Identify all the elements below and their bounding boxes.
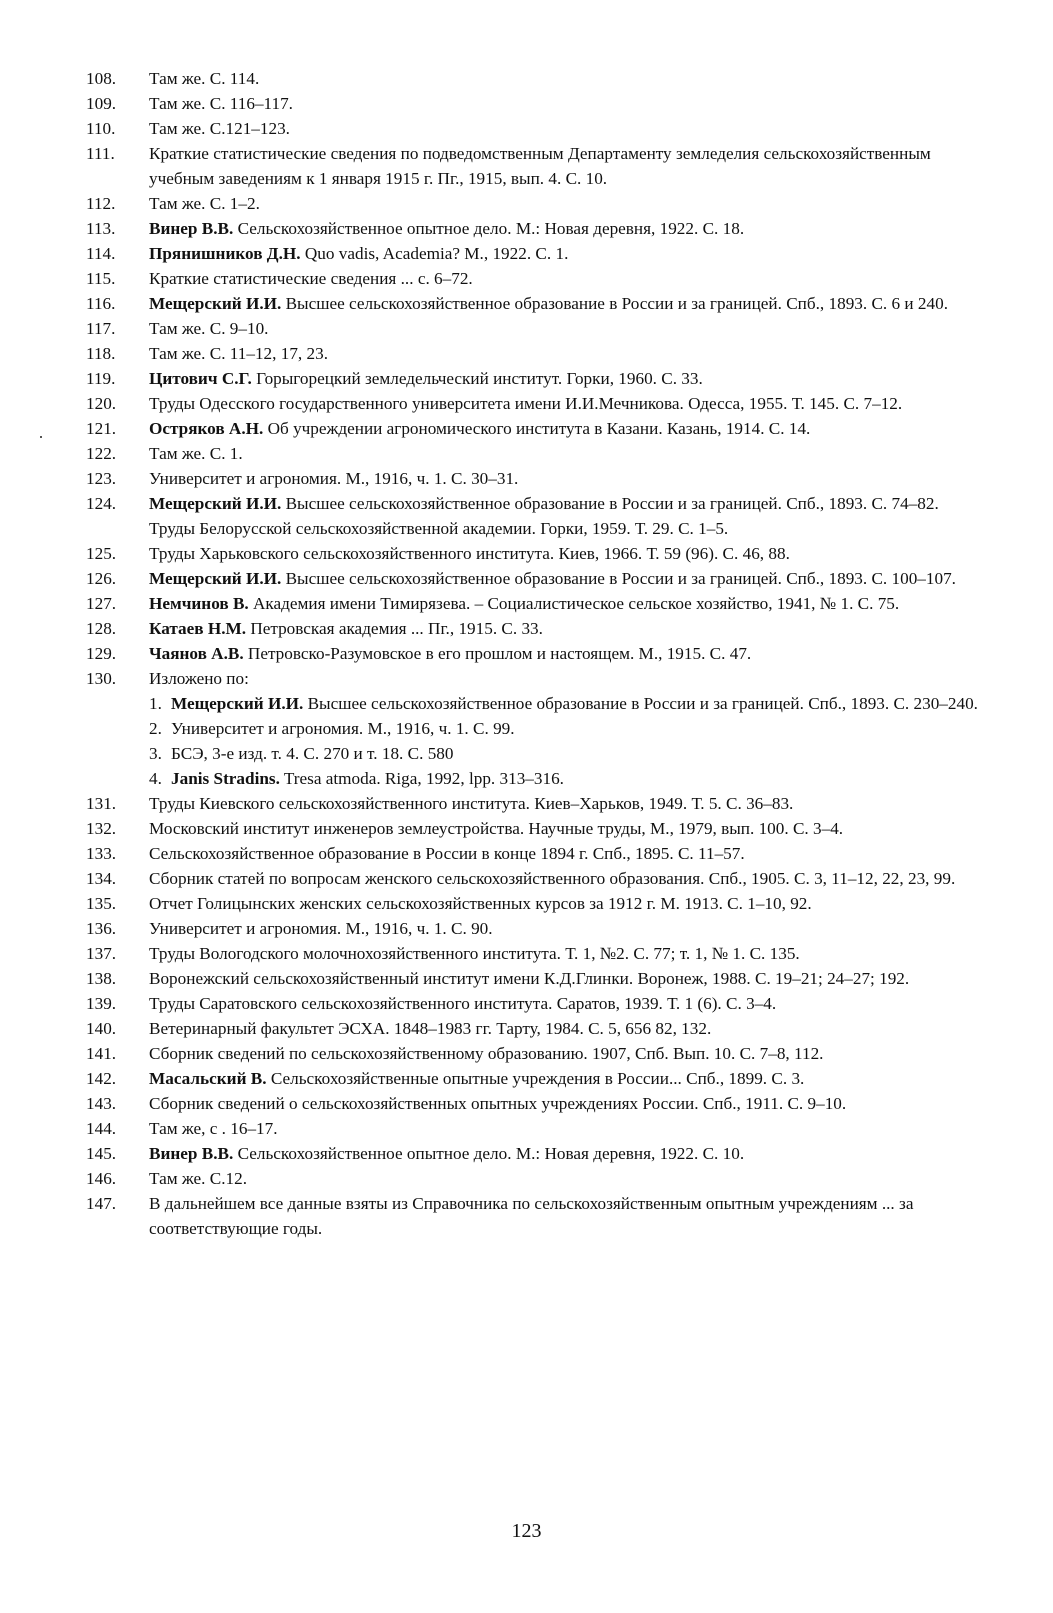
- endnote-item: [86, 491, 986, 541]
- endnote-item: [86, 266, 986, 291]
- endnote-citation: Труды Вологодского молочнохозяйственного института. Т. 1, №2. С. 77; т. 1, № 1. С. 135.: [149, 944, 800, 963]
- endnote-text: [149, 66, 986, 91]
- endnote-text: [149, 591, 986, 616]
- endnote-text: [149, 1191, 986, 1241]
- endnote-subitem: [86, 766, 986, 791]
- endnote-number: 114.: [86, 244, 116, 263]
- endnote-subitem-citation: Tresa atmoda. Riga, 1992, lpp. 313–316.: [283, 769, 564, 788]
- endnote-text: [149, 916, 986, 941]
- endnote-text: [149, 366, 986, 391]
- endnote-text: [149, 1066, 986, 1091]
- endnote-author: Прянишников Д.Н.: [149, 244, 301, 263]
- endnote-citation: Сборник сведений о сельскохозяйственных опытных учреждениях России. Спб., 1911. С. 9–10.: [149, 1094, 847, 1113]
- endnote-item: [86, 466, 986, 491]
- endnote-text: [149, 316, 986, 341]
- endnote-subitem-author: Мещерский И.И.: [171, 694, 304, 713]
- endnote-item: [86, 241, 986, 266]
- endnote-text: [149, 491, 986, 541]
- endnote-item: [86, 441, 986, 466]
- endnote-number: 137.: [86, 944, 117, 963]
- endnote-number: 134.: [86, 869, 117, 888]
- endnote-citation: Труды Одесского государственного университета имени И.И.Мечникова. Одесса, 1955. Т. 145. С. 7–12.: [149, 394, 903, 413]
- endnote-citation: Отчет Голицынских женских сельскохозяйственных курсов за 1912 г. М. 1913. С. 1–10, 92.: [149, 894, 812, 913]
- endnote-text: [149, 441, 986, 466]
- endnote-number: 108.: [86, 69, 117, 88]
- endnotes-list: [86, 66, 986, 1241]
- endnote-number: 126.: [86, 569, 117, 588]
- endnote-text: [149, 791, 986, 816]
- endnote-number: 115.: [86, 269, 116, 288]
- endnote-number: 143.: [86, 1094, 117, 1113]
- endnote-number: 125.: [86, 544, 117, 563]
- endnote-author: Мещерский И.И.: [149, 494, 282, 513]
- endnote-text: [149, 191, 986, 216]
- endnote-citation: Сельскохозяйственное опытное дело. М.: Новая деревня, 1922. С. 10.: [237, 1144, 745, 1163]
- endnote-item: [86, 566, 986, 591]
- endnote-number: 112.: [86, 194, 116, 213]
- endnote-citation: Труды Саратовского сельскохозяйственного института. Саратов, 1939. Т. 1 (6). С. 3–4.: [149, 994, 777, 1013]
- page-number: 123: [511, 1520, 542, 1542]
- endnote-citation: Высшее сельскохозяйственное образование в России и за границей. Спб., 1893. С. 100–107.: [285, 569, 956, 588]
- endnote-text: [149, 1116, 986, 1141]
- endnote-citation: Там же. С. 114.: [149, 69, 260, 88]
- endnote-text: [149, 891, 986, 916]
- endnote-citation: Там же. С.121–123.: [149, 119, 290, 138]
- endnote-number: 119.: [86, 369, 116, 388]
- endnote-text: [149, 1141, 986, 1166]
- endnote-subitem: [86, 741, 986, 766]
- endnote-text: [149, 391, 986, 416]
- endnote-subitem-citation: Высшее сельскохозяйственное образование в России и за границей. Спб., 1893. С. 230–240.: [307, 694, 978, 713]
- endnote-text: [149, 1041, 986, 1066]
- endnote-subitem-author: Janis Stradins.: [171, 769, 280, 788]
- endnote-text: [149, 641, 986, 666]
- endnote-subitem-citation: Университет и агрономия. М., 1916, ч. 1. С. 99.: [171, 719, 515, 738]
- endnote-author: Катаев Н.М.: [149, 619, 247, 638]
- endnote-citation: Сборник статей по вопросам женского сельскохозяйственного образования. Спб., 1905. С. 3, 11–12, 22, 23, 99.: [149, 869, 956, 888]
- endnote-author: Винер В.В.: [149, 1144, 234, 1163]
- endnote-number: 127.: [86, 594, 117, 613]
- endnote-number: 128.: [86, 619, 117, 638]
- endnote-subitem-number: 3.: [149, 744, 162, 763]
- endnote-number: 124.: [86, 494, 117, 513]
- endnote-citation: Петровская академия ... Пг., 1915. С. 33.: [250, 619, 543, 638]
- endnote-citation: Там же. С. 1.: [149, 444, 243, 463]
- endnote-author: Остряков А.Н.: [149, 419, 264, 438]
- endnote-item: [86, 1041, 986, 1066]
- endnote-text: [149, 91, 986, 116]
- endnote-text: [149, 466, 986, 491]
- endnote-number: 147.: [86, 1194, 117, 1213]
- endnote-item: [86, 641, 986, 666]
- endnote-number: 122.: [86, 444, 117, 463]
- endnote-citation: Ветеринарный факультет ЭСХА. 1848–1983 гг. Тарту, 1984. С. 5, 656 82, 132.: [149, 1019, 712, 1038]
- endnote-text: [149, 941, 986, 966]
- endnote-number: 140.: [86, 1019, 117, 1038]
- endnote-item: [86, 91, 986, 116]
- endnote-item: [86, 1116, 986, 1141]
- endnote-item: [86, 1016, 986, 1041]
- endnote-citation: Изложено по:: [149, 669, 249, 688]
- endnote-number: 113.: [86, 219, 116, 238]
- endnote-subitem-body: [149, 716, 986, 741]
- endnote-author: Мещерский И.И.: [149, 569, 282, 588]
- endnote-item: [86, 941, 986, 966]
- endnote-item: [86, 966, 986, 991]
- endnote-author: Немчинов В.: [149, 594, 249, 613]
- endnote-number: 111.: [86, 144, 115, 163]
- endnote-item: [86, 616, 986, 641]
- endnote-text: [149, 991, 986, 1016]
- endnote-item: [86, 116, 986, 141]
- endnote-number: 129.: [86, 644, 117, 663]
- endnote-number: 145.: [86, 1144, 117, 1163]
- endnote-citation: Краткие статистические сведения по подведомственным Департаменту земледелия сельскохозяйственным учебным заведениям к 1 января 1915 г. Пг., 1915, вып. 4. С. 10.: [149, 144, 931, 188]
- endnote-number: 138.: [86, 969, 117, 988]
- endnote-item: [86, 1141, 986, 1166]
- endnote-subitem-number: 1.: [149, 694, 162, 713]
- endnote-number: 130.: [86, 669, 117, 688]
- endnote-citation: Об учреждении агрономического института в Казани. Казань, 1914. С. 14.: [267, 419, 811, 438]
- endnote-text: [149, 341, 986, 366]
- endnote-number: 144.: [86, 1119, 117, 1138]
- endnote-item: [86, 841, 986, 866]
- endnote-item: [86, 1166, 986, 1191]
- endnote-number: 121.: [86, 419, 117, 438]
- endnote-citation: Труды Киевского сельскохозяйственного института. Киев–Харьков, 1949. Т. 5. С. 36–83.: [149, 794, 794, 813]
- scan-speck: [40, 436, 42, 438]
- endnote-citation: Высшее сельскохозяйственное образование в России и за границей. Спб., 1893. С. 6 и 240.: [285, 294, 948, 313]
- endnote-citation: Там же. С. 1–2.: [149, 194, 260, 213]
- endnote-number: 109.: [86, 94, 117, 113]
- endnote-number: 135.: [86, 894, 117, 913]
- endnote-citation: Сельскохозяйственное опытное дело. М.: Новая деревня, 1922. С. 18.: [237, 219, 745, 238]
- endnote-citation: Горыгорецкий земледельческий институт. Горки, 1960. С. 33.: [256, 369, 703, 388]
- endnote-text: [149, 216, 986, 241]
- endnote-citation: Там же, с . 16–17.: [149, 1119, 278, 1138]
- endnote-item: [86, 666, 986, 691]
- endnote-subitem-body: [149, 766, 986, 791]
- endnote-citation: Quo vadis, Academia? М., 1922. С. 1.: [304, 244, 569, 263]
- endnote-citation: Университет и агрономия. М., 1916, ч. 1. С. 90.: [149, 919, 493, 938]
- endnote-citation: В дальнейшем все данные взяты из Справочника по сельскохозяйственным опытным учреждениям ... за соответствующие годы.: [149, 1194, 914, 1238]
- endnote-item: [86, 541, 986, 566]
- endnote-number: 110.: [86, 119, 116, 138]
- endnote-item: [86, 991, 986, 1016]
- endnote-text: [149, 541, 986, 566]
- endnote-author: Чаянов А.В.: [149, 644, 244, 663]
- endnote-citation: Воронежский сельскохозяйственный институт имени К.Д.Глинки. Воронеж, 1988. С. 19–21; 24–27; 192.: [149, 969, 910, 988]
- endnote-number: 141.: [86, 1044, 117, 1063]
- endnote-text: [149, 1166, 986, 1191]
- endnote-item: [86, 316, 986, 341]
- endnote-item: [86, 866, 986, 891]
- endnote-item: [86, 591, 986, 616]
- endnote-author: Мещерский И.И.: [149, 294, 282, 313]
- endnote-text: [149, 266, 986, 291]
- endnote-item: [86, 916, 986, 941]
- endnote-item: [86, 366, 986, 391]
- endnote-text: [149, 841, 986, 866]
- endnote-subitem-body: [149, 691, 986, 716]
- endnote-text: [149, 1091, 986, 1116]
- endnote-citation: Высшее сельскохозяйственное образование в России и за границей. Спб., 1893. С. 74–82. Труды Белорусской сельскохозяйственной академии. Горки, 1959. Т. 29. С. 1–5.: [149, 494, 939, 538]
- endnote-text: [149, 816, 986, 841]
- endnote-number: 142.: [86, 1069, 117, 1088]
- endnote-item: [86, 391, 986, 416]
- endnote-citation: Там же. С. 116–117.: [149, 94, 293, 113]
- endnote-citation: Там же. С.12.: [149, 1169, 247, 1188]
- endnote-subitem-body: [149, 741, 986, 766]
- endnote-subitem: [86, 691, 986, 716]
- endnote-citation: Московский институт инженеров землеустройства. Научные труды, М., 1979, вып. 100. С. 3–4.: [149, 819, 844, 838]
- endnote-item: [86, 341, 986, 366]
- endnote-number: 139.: [86, 994, 117, 1013]
- endnote-text: [149, 966, 986, 991]
- endnote-text: [149, 416, 986, 441]
- endnote-number: 118.: [86, 344, 116, 363]
- endnote-item: [86, 141, 986, 191]
- endnote-number: 146.: [86, 1169, 117, 1188]
- endnote-subitem-number: 4.: [149, 769, 162, 788]
- endnote-number: 123.: [86, 469, 117, 488]
- endnote-item: [86, 1066, 986, 1091]
- endnote-citation: Труды Харьковского сельскохозяйственного института. Киев, 1966. Т. 59 (96). С. 46, 88.: [149, 544, 790, 563]
- endnote-text: [149, 1016, 986, 1041]
- endnote-item: [86, 1191, 986, 1241]
- endnote-text: [149, 116, 986, 141]
- endnote-number: 120.: [86, 394, 117, 413]
- endnote-text: [149, 241, 986, 266]
- endnote-item: [86, 791, 986, 816]
- endnote-text: [149, 291, 986, 316]
- endnote-text: [149, 616, 986, 641]
- endnote-citation: Там же. С. 11–12, 17, 23.: [149, 344, 328, 363]
- endnote-citation: Там же. С. 9–10.: [149, 319, 269, 338]
- endnote-citation: Академия имени Тимирязева. – Социалистическое сельское хозяйство, 1941, № 1. С. 75.: [253, 594, 900, 613]
- endnote-subitem-number: 2.: [149, 719, 162, 738]
- endnote-number: 133.: [86, 844, 117, 863]
- endnote-subitem-citation: БСЭ, 3-е изд. т. 4. С. 270 и т. 18. С. 580: [171, 744, 454, 763]
- endnote-author: Цитович С.Г.: [149, 369, 252, 388]
- endnote-number: 117.: [86, 319, 116, 338]
- endnote-item: [86, 216, 986, 241]
- endnote-item: [86, 416, 986, 441]
- endnote-item: [86, 66, 986, 91]
- endnote-citation: Краткие статистические сведения ... с. 6–72.: [149, 269, 473, 288]
- endnote-subitem: [86, 716, 986, 741]
- endnote-number: 116.: [86, 294, 116, 313]
- endnote-citation: Петровско-Разумовское в его прошлом и настоящем. М., 1915. С. 47.: [247, 644, 752, 663]
- endnote-text: [149, 141, 986, 191]
- endnote-item: [86, 191, 986, 216]
- endnote-citation: Сельскохозяйственное образование в России в конце 1894 г. Спб., 1895. С. 11–57.: [149, 844, 745, 863]
- endnote-item: [86, 291, 986, 316]
- endnote-text: [149, 666, 986, 691]
- endnote-author: Винер В.В.: [149, 219, 234, 238]
- endnote-item: [86, 891, 986, 916]
- endnote-item: [86, 1091, 986, 1116]
- endnote-text: [149, 566, 986, 591]
- endnote-citation: Сборник сведений по сельскохозяйственному образованию. 1907, Спб. Вып. 10. С. 7–8, 112.: [149, 1044, 824, 1063]
- endnote-author: Масальский В.: [149, 1069, 267, 1088]
- endnote-citation: Сельскохозяйственные опытные учреждения в России... Спб., 1899. С. 3.: [270, 1069, 805, 1088]
- endnote-item: [86, 816, 986, 841]
- endnote-number: 136.: [86, 919, 117, 938]
- endnote-number: 132.: [86, 819, 117, 838]
- endnote-citation: Университет и агрономия. М., 1916, ч. 1. С. 30–31.: [149, 469, 519, 488]
- endnote-number: 131.: [86, 794, 117, 813]
- endnote-text: [149, 866, 986, 891]
